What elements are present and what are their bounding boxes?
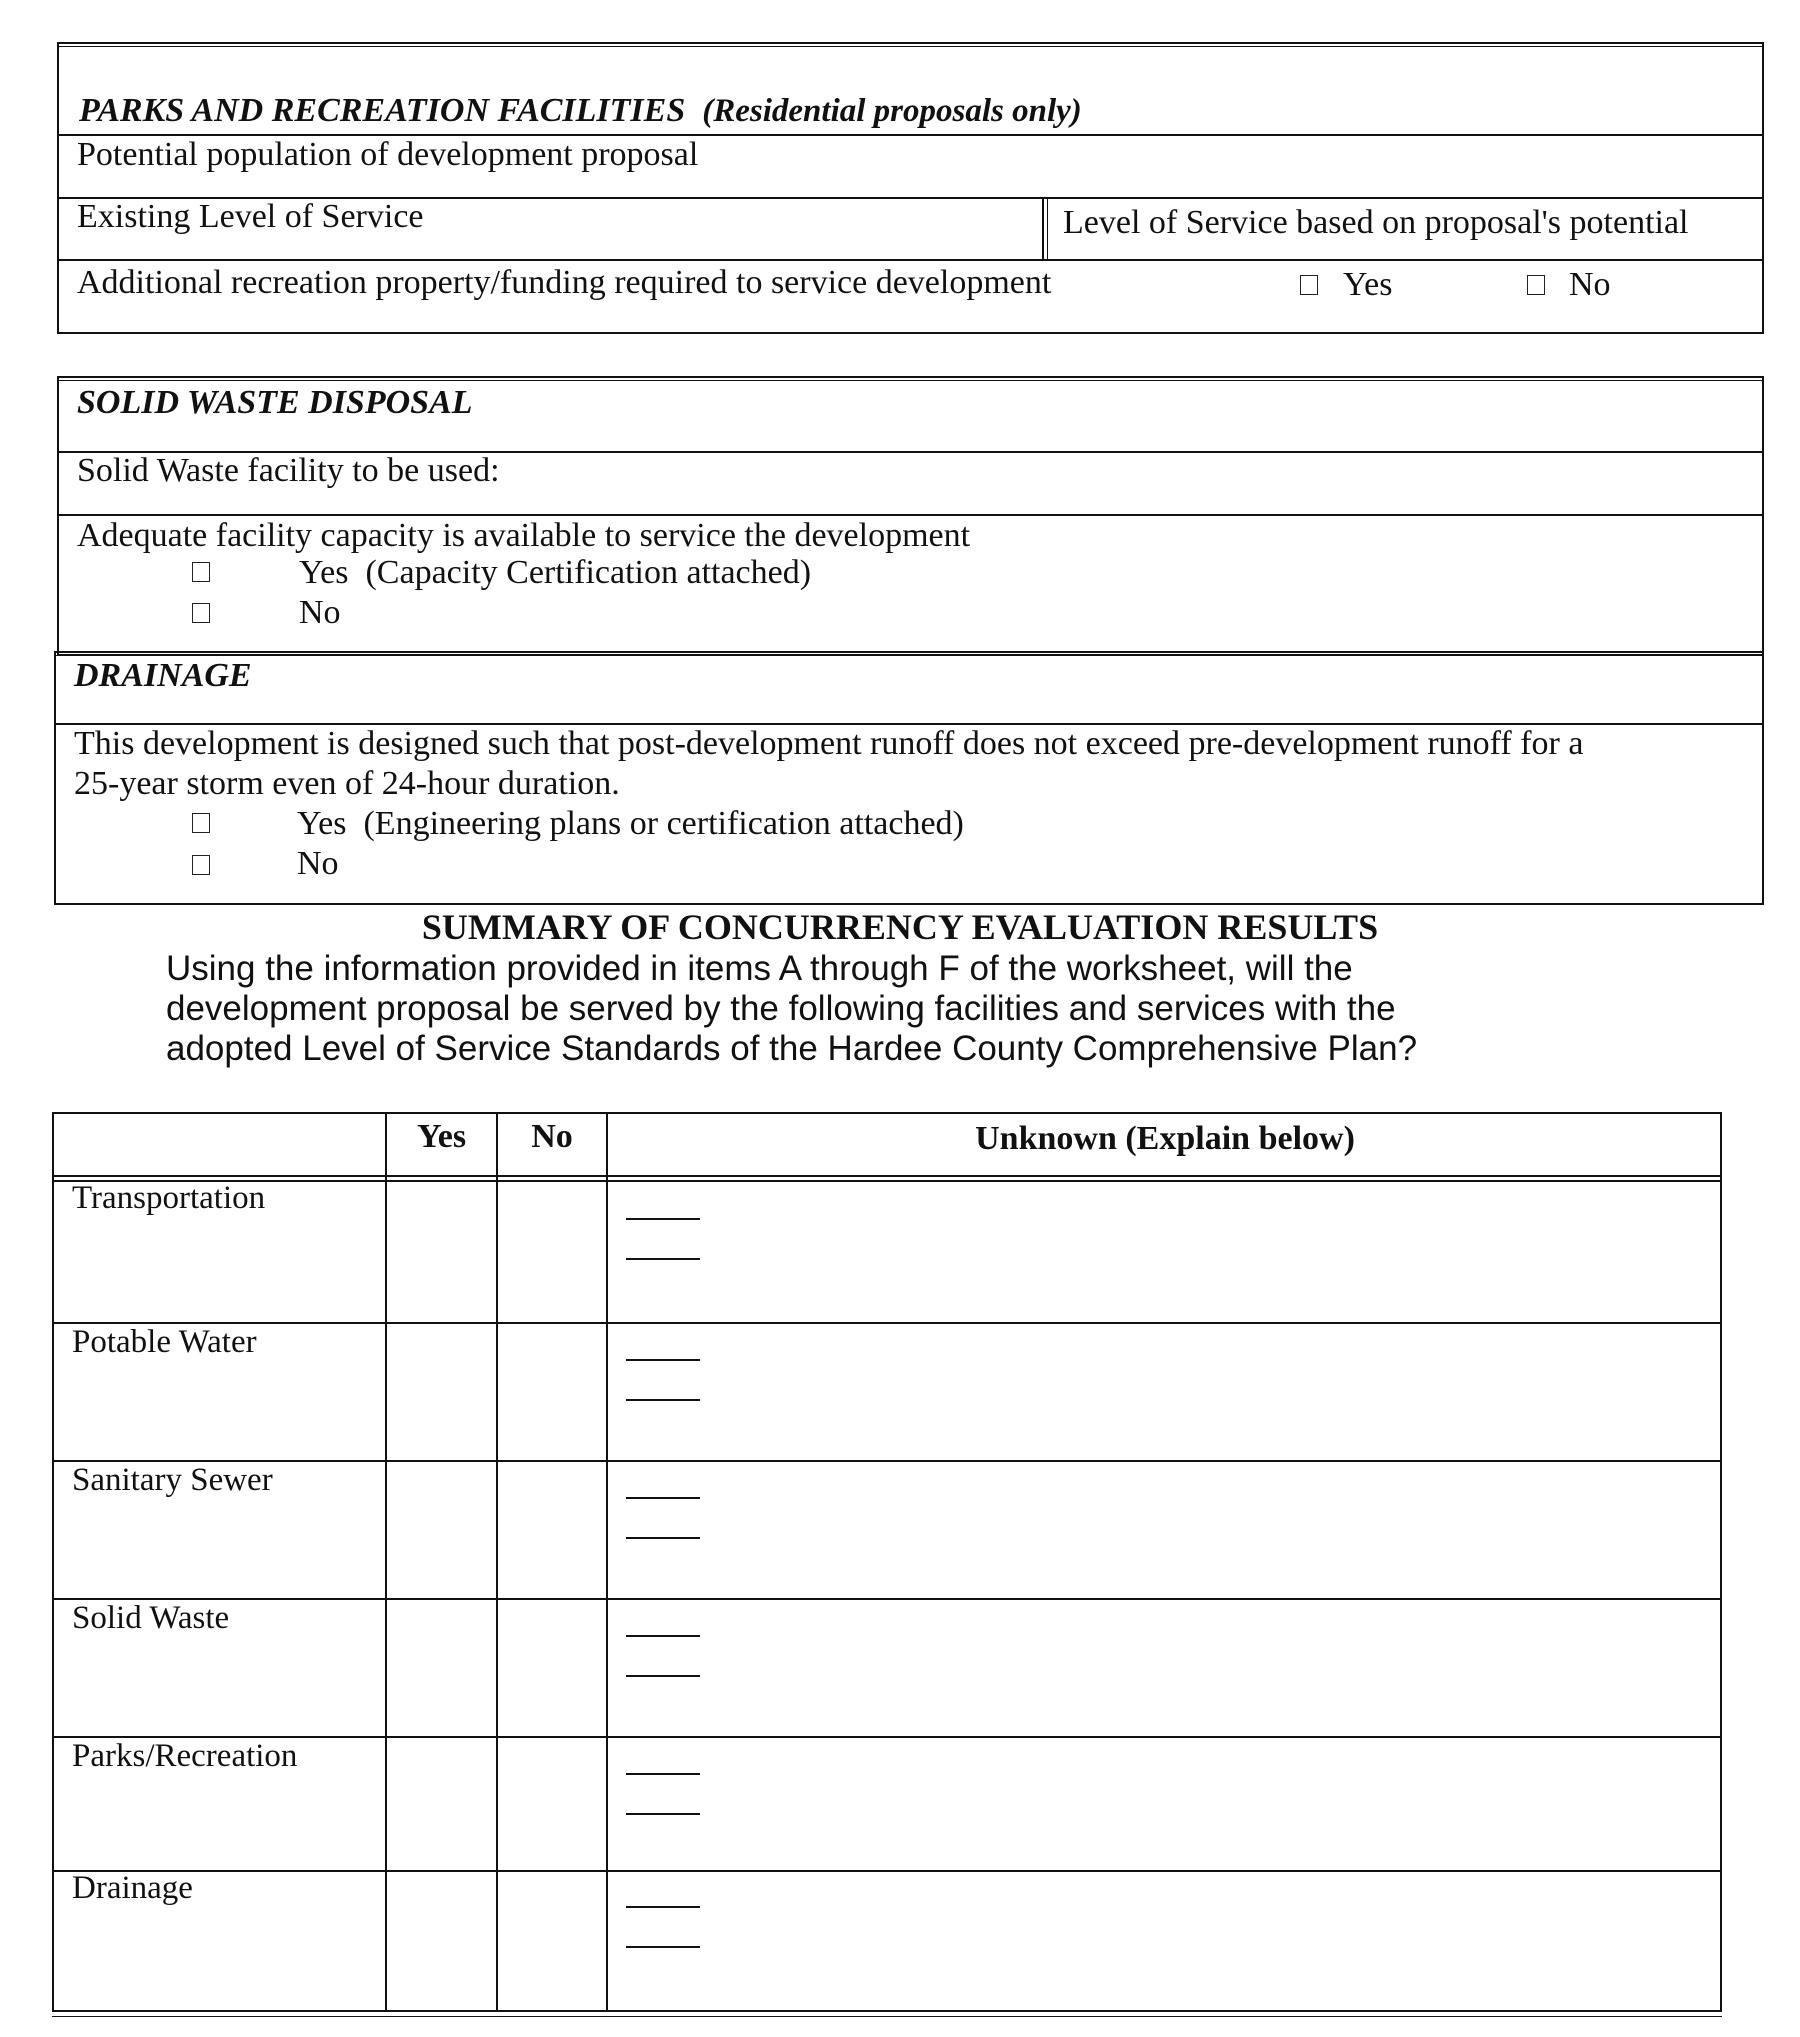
row-label-transportation: Transportation (72, 1180, 266, 1216)
drainage-section (54, 651, 1764, 905)
capacity-no-checkbox[interactable] (192, 603, 210, 623)
explain-blank[interactable] (626, 1399, 700, 1401)
drainage-no-checkbox[interactable] (192, 855, 210, 875)
drainage-title: DRAINAGE (74, 657, 252, 694)
population-label: Potential population of development proposal (77, 136, 699, 173)
capacity-label: Adequate facility capacity is available to service the development (77, 517, 971, 554)
additional-no-checkbox[interactable] (1527, 275, 1545, 295)
summary-intro-line1: Using the information provided in items A through F of the worksheet, will the (166, 949, 1353, 988)
row-divider (54, 1322, 1720, 1324)
drainage-yes-label: Yes (Engineering plans or certification attached) (297, 805, 964, 842)
capacity-no-label: No (299, 594, 341, 631)
explain-blank[interactable] (626, 1813, 700, 1815)
table-bottom-rule (52, 2016, 1722, 2017)
explain-blank[interactable] (626, 1359, 700, 1361)
section-top-rule (59, 376, 1762, 381)
explain-blank[interactable] (626, 1537, 700, 1539)
header-unknown: Unknown (Explain below) (975, 1120, 1355, 1157)
column-divider (606, 1114, 608, 2010)
explain-blank[interactable] (626, 1218, 700, 1220)
parks-title: PARKS AND RECREATION FACILITIES (Residential proposals only) (79, 92, 1082, 129)
row-label-drainage: Drainage (72, 1870, 193, 1906)
explain-blank[interactable] (626, 1497, 700, 1499)
drainage-yes-checkbox[interactable] (192, 813, 210, 833)
additional-yes-checkbox[interactable] (1300, 275, 1318, 295)
proposal-los-label: Level of Service based on proposal's potential (1063, 204, 1689, 241)
summary-table (52, 1112, 1722, 2012)
row-label-sanitary-sewer: Sanitary Sewer (72, 1462, 273, 1498)
row-divider (54, 1870, 1720, 1872)
additional-yes-label: Yes (1343, 266, 1393, 303)
row-divider (54, 1598, 1720, 1600)
header-yes: Yes (416, 1118, 467, 1155)
row-divider (59, 514, 1762, 516)
header-no: No (531, 1118, 573, 1155)
column-divider (496, 1114, 498, 2010)
header-rule (54, 1180, 1720, 1182)
additional-label: Additional recreation property/funding required to service development (77, 264, 1052, 301)
capacity-yes-label: Yes (Capacity Certification attached) (299, 554, 812, 591)
facility-label: Solid Waste facility to be used: (77, 452, 500, 489)
column-divider (385, 1114, 387, 2010)
explain-blank[interactable] (626, 1773, 700, 1775)
row-divider (54, 1736, 1720, 1738)
drainage-statement-line1: This development is designed such that post-development runoff does not exceed pre-development runoff for a (74, 725, 1584, 762)
header-rule (54, 1175, 1720, 1177)
explain-blank[interactable] (626, 1906, 700, 1908)
existing-los-label: Existing Level of Service (77, 198, 424, 235)
explain-blank[interactable] (626, 1946, 700, 1948)
cell-divider (1042, 199, 1044, 259)
summary-intro-line2: development proposal be served by the following facilities and services with the (166, 989, 1396, 1028)
cell-divider (1047, 199, 1048, 259)
solid-waste-section (57, 376, 1764, 656)
row-divider (59, 259, 1762, 261)
section-top-rule (56, 651, 1762, 656)
summary-intro-line3: adopted Level of Service Standards of the Hardee County Comprehensive Plan? (166, 1029, 1418, 1068)
additional-no-label: No (1569, 266, 1611, 303)
explain-blank[interactable] (626, 1635, 700, 1637)
drainage-statement-line2: 25-year storm even of 24-hour duration. (74, 765, 620, 802)
explain-blank[interactable] (626, 1675, 700, 1677)
row-label-parks-recreation: Parks/Recreation (72, 1738, 298, 1774)
drainage-no-label: No (297, 845, 339, 882)
summary-title: SUMMARY OF CONCURRENCY EVALUATION RESULTS (421, 907, 1379, 947)
parks-section (57, 42, 1764, 334)
row-label-potable-water: Potable Water (72, 1324, 257, 1360)
solid-waste-title: SOLID WASTE DISPOSAL (77, 384, 473, 421)
section-top-rule (59, 42, 1762, 47)
capacity-yes-checkbox[interactable] (192, 562, 210, 582)
row-divider (54, 1460, 1720, 1462)
row-label-solid-waste: Solid Waste (72, 1600, 230, 1636)
explain-blank[interactable] (626, 1258, 700, 1260)
